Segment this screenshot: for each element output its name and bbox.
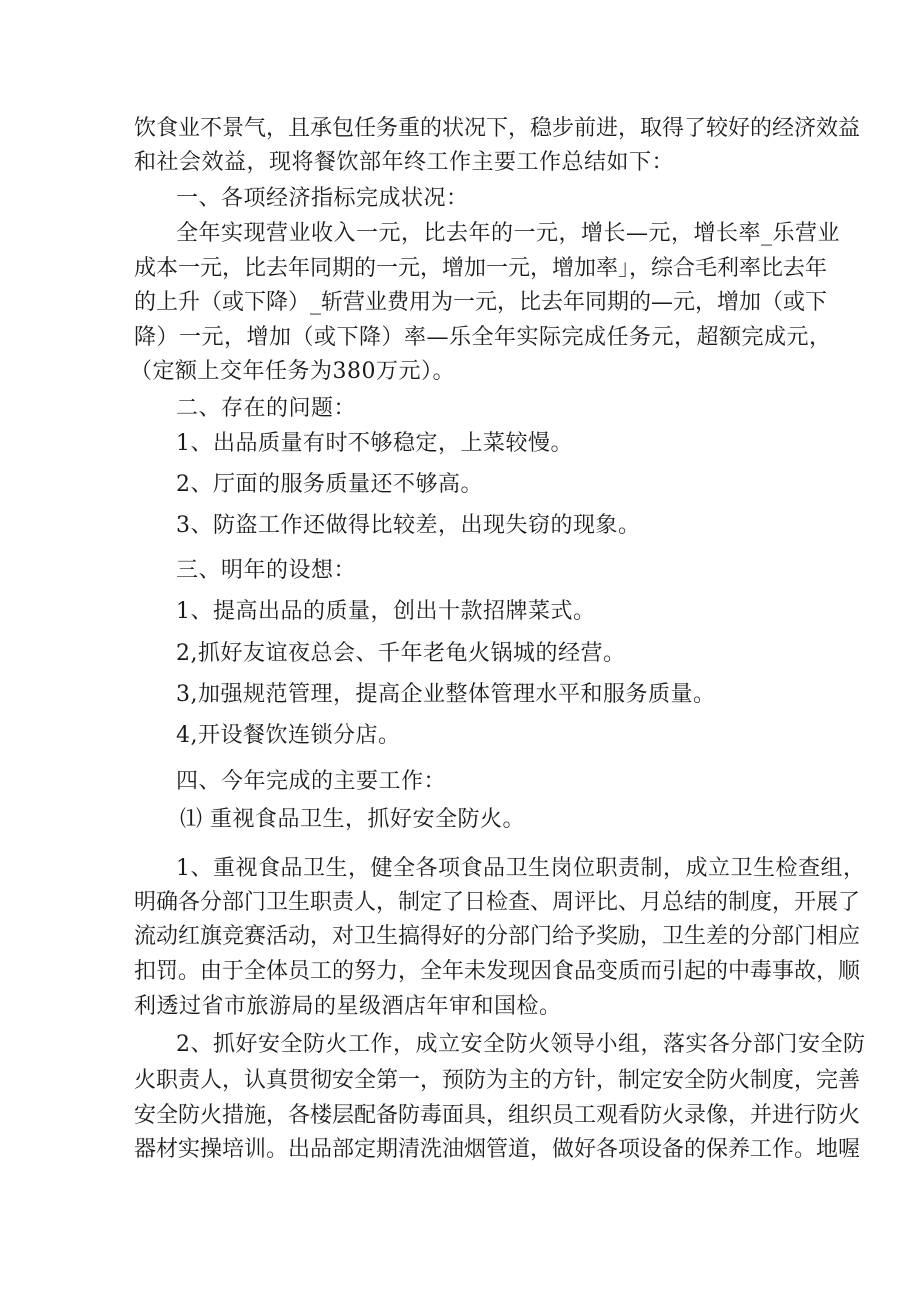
subsection-heading: ⑴ 重视食品卫生，抓好安全防火。 (180, 807, 525, 832)
paragraph-line: 明确各分部门卫生职责人，制定了日检查、周评比、月总结的制度，开展了 (134, 890, 861, 915)
list-item: 1、出品质量有时不够稳定，上菜较慢。 (176, 431, 573, 456)
section-heading: 一、各项经济指标完成状况： (176, 186, 469, 211)
section-heading: 二、存在的问题： (176, 396, 357, 421)
paragraph-line: （定额上交年任务为380万元）。 (130, 359, 455, 384)
paragraph-line: 扣罚。由于全体员工的努力，全年未发现因食品变质而引起的中毒事故，顺 (134, 959, 861, 984)
paragraph-line: 利透过省市旅游局的星级酒店年审和国检。 (134, 994, 562, 1019)
paragraph-line: 的上升（或下降）_斩营业费用为一元，比去年同期的—元，增加（或下 (134, 290, 828, 315)
paragraph-line: 流动红旗竞赛活动，对卫生搞得好的分部门给予奖励，卫生差的分部门相应 (134, 924, 861, 949)
list-item: 2、厅面的服务质量还不够高。 (176, 472, 483, 497)
section-heading: 四、今年完成的主要工作： (176, 769, 447, 794)
paragraph-line: 安全防火措施，各楼层配备防毒面具，组织员工观看防火录像，并进行防火 (134, 1103, 861, 1128)
paragraph-line: 和社会效益，现将餐饮部年终工作主要工作总结如下： (134, 150, 675, 175)
paragraph-line: 饮食业不景气，且承包任务重的状况下，稳步前进，取得了较好的经济效益 (134, 116, 861, 141)
list-item: 3,加强规范管理，提高企业整体管理水平和服务质量。 (176, 682, 716, 707)
list-item: 1、提高出品的质量，创出十款招牌菜式。 (176, 599, 596, 624)
paragraph-line: 1、重视食品卫生，健全各项食品卫生岗位职责制，成立卫生检查组， (176, 856, 866, 881)
paragraph-line: 2、抓好安全防火工作，成立安全防火领导小组，落实各分部门安全防 (176, 1032, 866, 1057)
paragraph-line: 器材实操培训。出品部定期清洗油烟管道，做好各项设备的保养工作。地喔 (134, 1137, 861, 1162)
list-item: 3、防盗工作还做得比较差，出现失窃的现象。 (176, 513, 641, 538)
paragraph-line: 成本一元，比去年同期的一元，增加一元，增加率」，综合毛利率比去年 (134, 256, 828, 281)
paragraph-line: 火职责人，认真贯彻安全第一，预防为主的方针，制定安全防火制度，完善 (134, 1068, 861, 1093)
list-item: 2,抓好友谊夜总会、千年老龟火锅城的经营。 (176, 641, 626, 666)
section-heading: 三、明年的设想： (176, 558, 357, 583)
paragraph-line: 降）一元，增加（或下降）率—乐全年实际完成任务元，超额完成元， (134, 325, 832, 350)
paragraph-line: 全年实现营业收入一元，比去年的一元，增长—元，增长率_乐营业 (176, 221, 841, 246)
list-item: 4,开设餐饮连锁分店。 (176, 723, 401, 748)
